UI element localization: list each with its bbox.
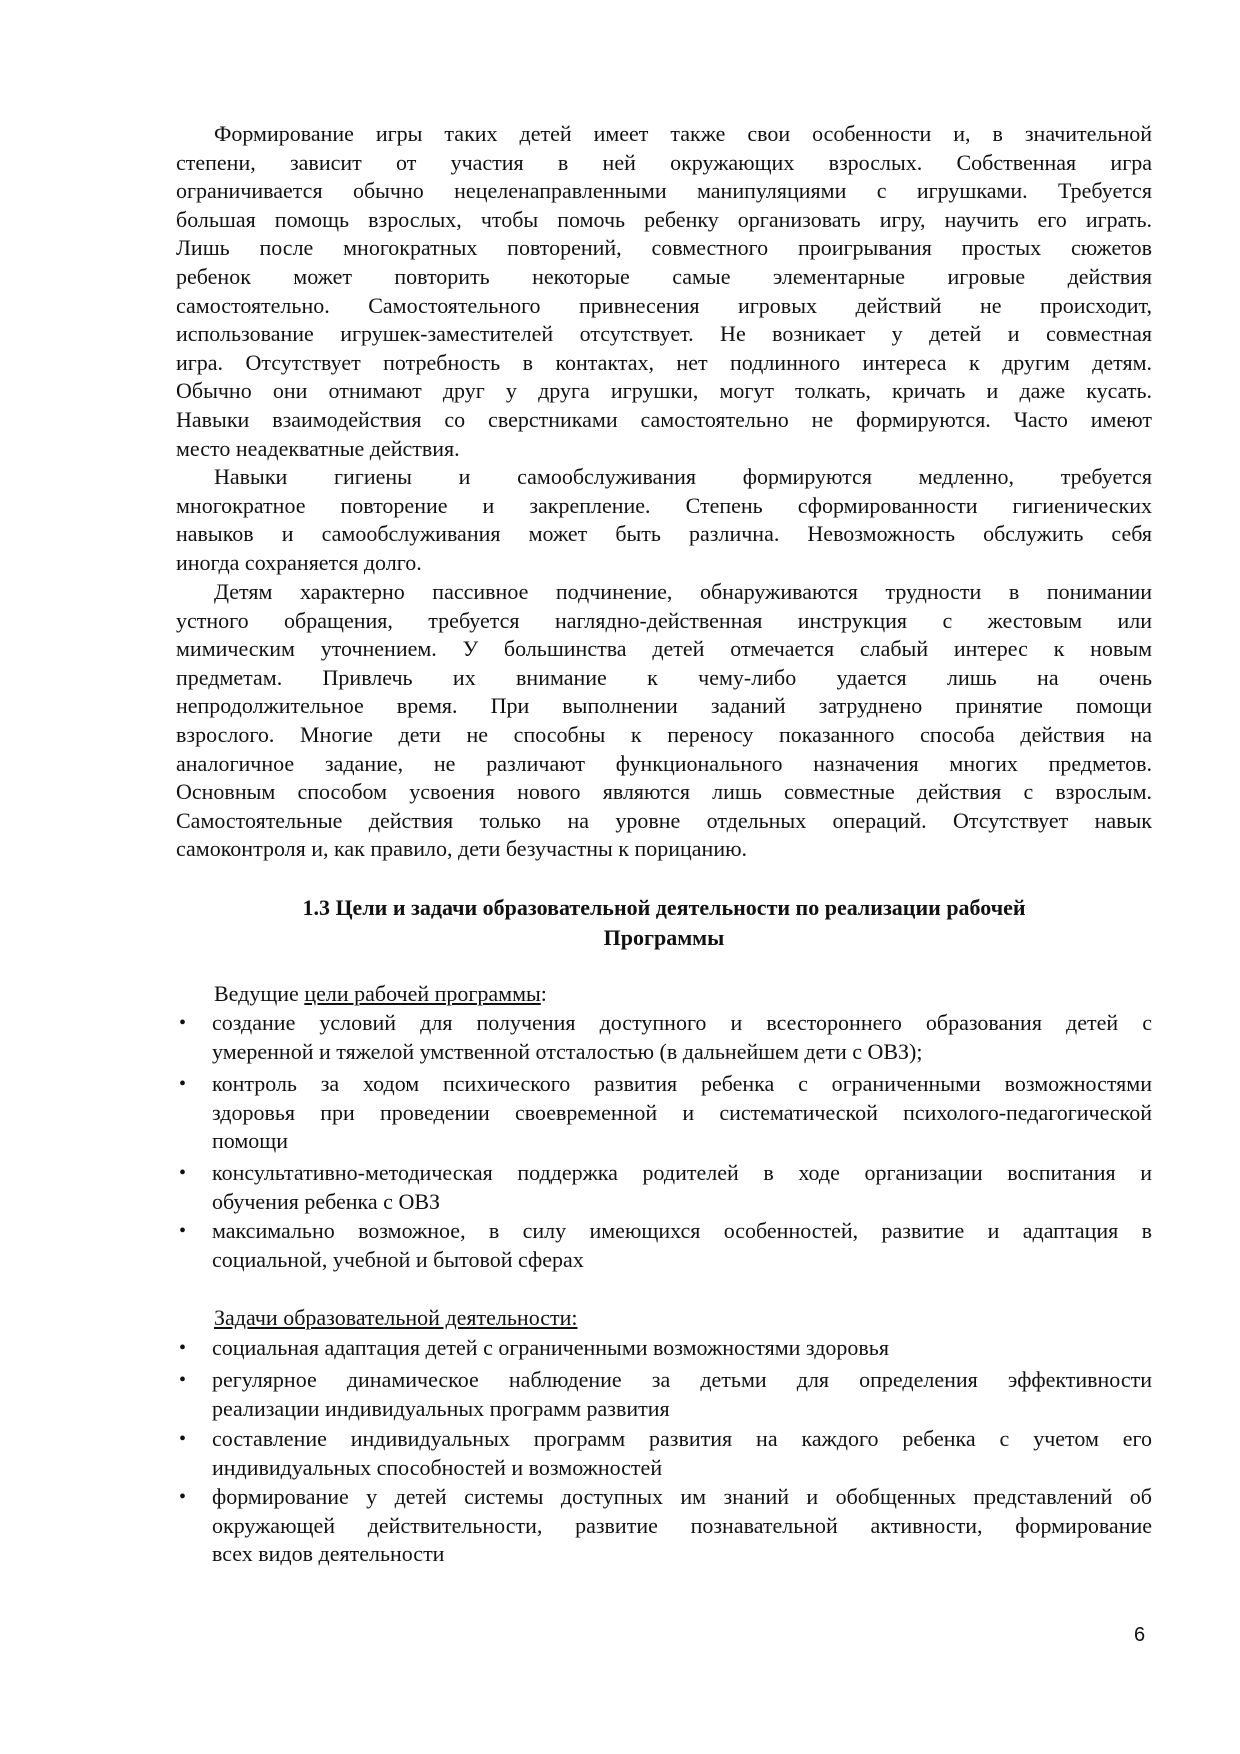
text-line: многократное повторение и закрепление. Степень сформированности гигиенических [176, 492, 1152, 518]
section-heading-line-1: 1.3 Цели и задачи образовательной деятельности по реализации рабочей [302, 895, 1026, 920]
text-line: непродолжительное время. При выполнении заданий затруднено принятие помощи [176, 693, 1152, 719]
text-line: ребенок может повторить некоторые самые элементарные игровые действия [176, 263, 1152, 289]
paragraph-play [176, 120, 1152, 463]
text-line: социальной, учебной и бытовой сферах [212, 1246, 584, 1272]
list-item-text [212, 1425, 1152, 1482]
text-line: консультативно-методическая поддержка родителей в ходе организации воспитания и [212, 1160, 1152, 1185]
bullet-icon: • [179, 1073, 187, 1095]
text-line: взрослого. Многие дети не способны к переносу показанного способа действия на [176, 721, 1152, 747]
text-line: аналогичное задание, не различают функционального назначения многих предметов. [176, 750, 1152, 776]
text-line: устного обращения, требуется наглядно-действенная инструкция с жестовым или [176, 607, 1152, 633]
text-line: социальная адаптация детей с ограниченными возможностями здоровья [212, 1335, 889, 1360]
text-line: реализации индивидуальных программ развития [212, 1395, 670, 1421]
goals-intro-suffix: : [540, 981, 547, 1006]
tasks-title [214, 1304, 1190, 1333]
section-heading-line-2: Программы [603, 925, 725, 950]
text-line: Навыки взаимодействия со сверстниками самостоятельно не формируются. Часто имеют [176, 406, 1152, 432]
text-line: мимическим уточнением. У большинства детей отмечается слабый интерес к новым [176, 636, 1152, 662]
text-line: Детям характерно пассивное подчинение, обнаруживаются трудности в понимании [214, 579, 1152, 604]
text-line: степени, зависит от участия в ней окружающих взрослых. Собственная игра [176, 149, 1152, 175]
tasks-title-text: Задачи образовательной деятельности: [214, 1305, 578, 1330]
list-item-text [212, 1159, 1152, 1216]
paragraph-behavior [176, 578, 1152, 864]
list-item-text [212, 1334, 1152, 1363]
text-line: обучения ребенка с ОВЗ [212, 1188, 441, 1214]
goals-intro-underlined: цели рабочей программы [304, 981, 541, 1006]
text-line: Обычно они отнимают друг у друга игрушки, могут толкать, кричать и даже кусать. [176, 378, 1152, 404]
list-item-text [212, 1217, 1152, 1274]
bullet-icon: • [179, 1428, 187, 1450]
text-line: здоровья при проведении своевременной и систематической психолого-педагогической [212, 1099, 1152, 1125]
paragraph-hygiene [176, 463, 1152, 577]
text-line: контроль за ходом психического развития ребенка с ограниченными возможностями [212, 1071, 1152, 1096]
text-line: иногда сохраняется долго. [176, 549, 422, 575]
text-line: самоконтроля и, как правило, дети безучастны к порицанию. [176, 836, 748, 862]
text-line: Навыки гигиены и самообслуживания формируются медленно, требуется [214, 464, 1152, 489]
text-line: составление индивидуальных программ развития на каждого ребенка с учетом его [212, 1426, 1152, 1451]
text-line: помощи [212, 1128, 288, 1154]
text-line: окружающей действительности, развитие познавательной активности, формирование [212, 1512, 1152, 1538]
list-item-text [212, 1483, 1152, 1569]
text-line: создание условий для получения доступного и всестороннего образования детей с [212, 1010, 1152, 1035]
bullet-icon: • [179, 1012, 187, 1034]
text-line: предметам. Привлечь их внимание к чему-либо удается лишь на очень [176, 664, 1152, 690]
page-number: 6 [1134, 1624, 1146, 1646]
text-line: большая помощь взрослых, чтобы помочь ребенку организовать игру, научить его играть. [176, 206, 1152, 232]
text-line: регулярное динамическое наблюдение за детьми для определения эффективности [212, 1367, 1152, 1392]
bullet-icon: • [179, 1486, 187, 1508]
list-item-text [212, 1009, 1152, 1066]
list-item-text [212, 1366, 1152, 1423]
text-line: навыков и самообслуживания может быть различна. Невозможность обслужить себя [176, 521, 1152, 547]
bullet-icon: • [179, 1337, 187, 1359]
text-line: Самостоятельные действия только на уровне отдельных операций. Отсутствует навык [176, 807, 1152, 833]
bullet-icon: • [179, 1162, 187, 1184]
text-line: формирование у детей системы доступных им знаний и обобщенных представлений об [212, 1484, 1152, 1509]
section-heading [176, 893, 1152, 953]
text-line: Формирование игры таких детей имеет также свои особенности и, в значительной [214, 121, 1152, 146]
text-line: самостоятельно. Самостоятельного привнесения игровых действий не происходит, [176, 292, 1152, 318]
text-line: игра. Отсутствует потребность в контактах, нет подлинного интереса к другим детям. [176, 349, 1152, 375]
text-line: всех видов деятельности [212, 1541, 445, 1567]
text-line: максимально возможное, в силу имеющихся особенностей, развитие и адаптация в [212, 1218, 1152, 1243]
goals-intro [214, 980, 1190, 1009]
goals-intro-prefix: Ведущие [214, 981, 305, 1006]
list-item-text [212, 1070, 1152, 1156]
text-line: использование игрушек-заместителей отсутствует. Не возникает у детей и совместная [176, 321, 1152, 347]
bullet-icon: • [179, 1369, 187, 1391]
text-line: ограничивается обычно нецеленаправленными манипуляциями с игрушками. Требуется [176, 178, 1152, 204]
text-line: Лишь после многократных повторений, совместного проигрывания простых сюжетов [176, 235, 1152, 261]
text-line: Основным способом усвоения нового являются лишь совместные действия с взрослым. [176, 779, 1152, 805]
bullet-icon: • [179, 1220, 187, 1242]
text-line: умеренной и тяжелой умственной отсталостью (в дальнейшем дети с ОВЗ); [212, 1038, 923, 1064]
text-line: место неадекватные действия. [176, 435, 460, 461]
text-line: индивидуальных способностей и возможностей [212, 1454, 663, 1480]
